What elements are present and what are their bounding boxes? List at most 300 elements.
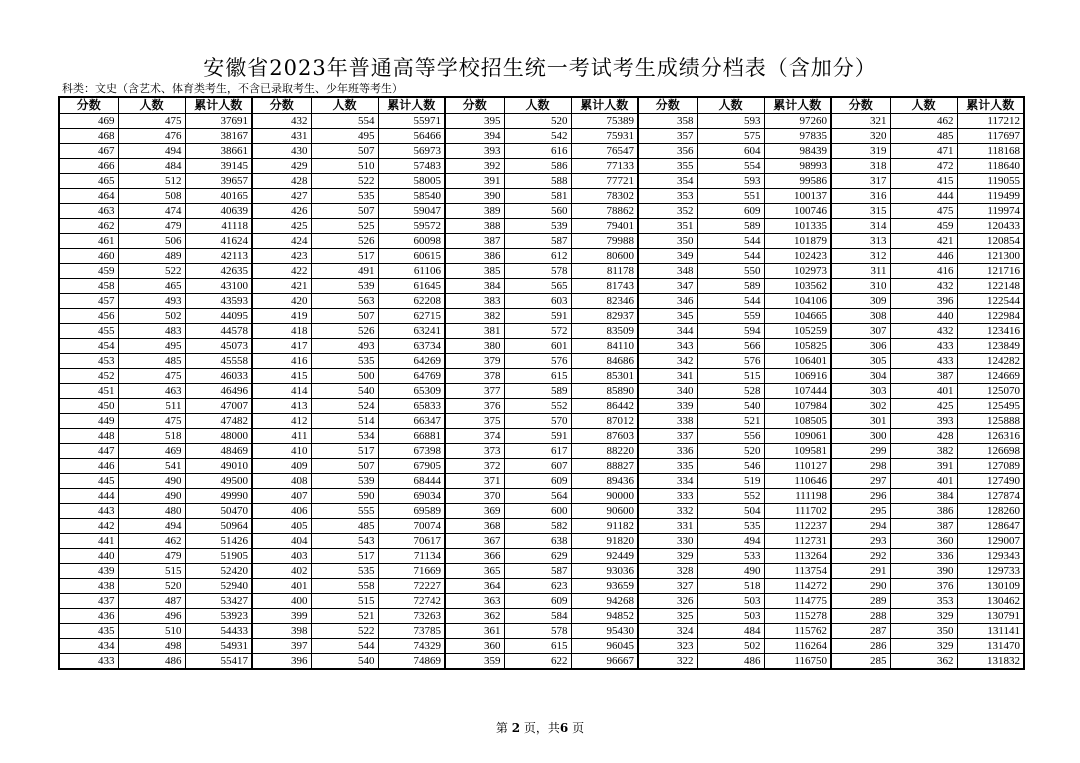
score-cell: 390	[445, 189, 504, 204]
score-cell: 328	[638, 564, 697, 579]
table-row	[59, 504, 1024, 519]
score-cell: 435	[59, 624, 118, 639]
cumulative-cell: 131832	[957, 654, 1024, 670]
cumulative-cell: 107984	[764, 399, 831, 414]
header-count-2: 人数	[311, 97, 378, 114]
cumulative-cell: 55417	[185, 654, 252, 670]
count-cell: 508	[118, 189, 185, 204]
cumulative-cell: 115278	[764, 609, 831, 624]
cumulative-cell: 60098	[378, 234, 445, 249]
count-cell: 432	[890, 324, 957, 339]
count-cell: 493	[311, 339, 378, 354]
count-cell: 546	[697, 459, 764, 474]
cumulative-cell: 98993	[764, 159, 831, 174]
score-cell: 444	[59, 489, 118, 504]
table-row	[59, 564, 1024, 579]
count-cell: 609	[697, 204, 764, 219]
count-cell: 329	[890, 639, 957, 654]
score-cell: 428	[252, 174, 311, 189]
cumulative-cell: 114272	[764, 579, 831, 594]
score-cell: 348	[638, 264, 697, 279]
count-cell: 575	[697, 129, 764, 144]
cumulative-cell: 130109	[957, 579, 1024, 594]
count-cell: 589	[504, 384, 571, 399]
score-cell: 423	[252, 249, 311, 264]
score-cell: 338	[638, 414, 697, 429]
count-cell: 539	[311, 474, 378, 489]
count-cell: 496	[118, 609, 185, 624]
cumulative-cell: 112237	[764, 519, 831, 534]
count-cell: 387	[890, 369, 957, 384]
cumulative-cell: 90000	[571, 489, 638, 504]
score-cell: 422	[252, 264, 311, 279]
count-cell: 586	[504, 159, 571, 174]
count-cell: 512	[118, 174, 185, 189]
cumulative-cell: 86442	[571, 399, 638, 414]
score-cell: 414	[252, 384, 311, 399]
score-cell: 346	[638, 294, 697, 309]
count-cell: 474	[118, 204, 185, 219]
score-cell: 409	[252, 459, 311, 474]
count-cell: 336	[890, 549, 957, 564]
cumulative-cell: 58005	[378, 174, 445, 189]
count-cell: 609	[504, 474, 571, 489]
count-cell: 360	[890, 534, 957, 549]
table-row	[59, 549, 1024, 564]
cumulative-cell: 110646	[764, 474, 831, 489]
cumulative-cell: 49990	[185, 489, 252, 504]
count-cell: 484	[697, 624, 764, 639]
count-cell: 584	[504, 609, 571, 624]
count-cell: 494	[118, 144, 185, 159]
score-cell: 460	[59, 249, 118, 264]
score-cell: 363	[445, 594, 504, 609]
page-title: 安徽省2023年普通高等学校招生统一考试考生成绩分档表（含加分）	[203, 56, 877, 80]
cumulative-cell: 111198	[764, 489, 831, 504]
count-cell: 535	[311, 189, 378, 204]
cumulative-cell: 61106	[378, 264, 445, 279]
score-cell: 381	[445, 324, 504, 339]
score-cell: 454	[59, 339, 118, 354]
cumulative-cell: 119499	[957, 189, 1024, 204]
cumulative-cell: 94268	[571, 594, 638, 609]
cumulative-cell: 109061	[764, 429, 831, 444]
score-distribution-table	[58, 96, 1025, 670]
cumulative-cell: 94852	[571, 609, 638, 624]
score-cell: 426	[252, 204, 311, 219]
score-cell: 383	[445, 294, 504, 309]
cumulative-cell: 125495	[957, 399, 1024, 414]
count-cell: 593	[697, 114, 764, 129]
table-row	[59, 309, 1024, 324]
count-cell: 518	[118, 429, 185, 444]
count-cell: 623	[504, 579, 571, 594]
score-cell: 371	[445, 474, 504, 489]
score-cell: 416	[252, 354, 311, 369]
score-cell: 298	[831, 459, 890, 474]
count-cell: 376	[890, 579, 957, 594]
cumulative-cell: 45073	[185, 339, 252, 354]
cumulative-cell: 127490	[957, 474, 1024, 489]
count-cell: 507	[311, 309, 378, 324]
cumulative-cell: 131141	[957, 624, 1024, 639]
cumulative-cell: 106916	[764, 369, 831, 384]
footer-page-number: 2	[511, 721, 521, 735]
cumulative-cell: 68444	[378, 474, 445, 489]
score-cell: 450	[59, 399, 118, 414]
cumulative-cell: 85890	[571, 384, 638, 399]
cumulative-cell: 82346	[571, 294, 638, 309]
cumulative-cell: 64269	[378, 354, 445, 369]
cumulative-cell: 118168	[957, 144, 1024, 159]
cumulative-cell: 44095	[185, 309, 252, 324]
count-cell: 526	[311, 324, 378, 339]
cumulative-cell: 54931	[185, 639, 252, 654]
score-cell: 316	[831, 189, 890, 204]
cumulative-cell: 124282	[957, 354, 1024, 369]
count-cell: 479	[118, 549, 185, 564]
cumulative-cell: 53923	[185, 609, 252, 624]
score-cell: 339	[638, 399, 697, 414]
score-cell: 355	[638, 159, 697, 174]
cumulative-cell: 75931	[571, 129, 638, 144]
cumulative-cell: 93659	[571, 579, 638, 594]
header-count-1: 人数	[118, 97, 185, 114]
score-cell: 361	[445, 624, 504, 639]
score-cell: 345	[638, 309, 697, 324]
count-cell: 587	[504, 234, 571, 249]
header-score-2: 分数	[252, 97, 311, 114]
cumulative-cell: 55971	[378, 114, 445, 129]
score-cell: 285	[831, 654, 890, 670]
count-cell: 603	[504, 294, 571, 309]
score-cell: 314	[831, 219, 890, 234]
score-cell: 294	[831, 519, 890, 534]
cumulative-cell: 129007	[957, 534, 1024, 549]
score-cell: 330	[638, 534, 697, 549]
table-row	[59, 294, 1024, 309]
score-cell: 463	[59, 204, 118, 219]
table-row	[59, 414, 1024, 429]
score-cell: 403	[252, 549, 311, 564]
cumulative-cell: 69034	[378, 489, 445, 504]
table-row	[59, 159, 1024, 174]
count-cell: 565	[504, 279, 571, 294]
score-cell: 333	[638, 489, 697, 504]
cumulative-cell: 82937	[571, 309, 638, 324]
table-row	[59, 609, 1024, 624]
table-row	[59, 204, 1024, 219]
score-cell: 397	[252, 639, 311, 654]
score-cell: 353	[638, 189, 697, 204]
count-cell: 475	[118, 414, 185, 429]
cumulative-cell: 81743	[571, 279, 638, 294]
score-cell: 456	[59, 309, 118, 324]
count-cell: 607	[504, 459, 571, 474]
cumulative-cell: 63241	[378, 324, 445, 339]
table-row	[59, 369, 1024, 384]
cumulative-cell: 117697	[957, 129, 1024, 144]
count-cell: 533	[697, 549, 764, 564]
footer-middle: 页，共	[523, 721, 560, 735]
header-cumulative-4: 累计人数	[764, 97, 831, 114]
table-row	[59, 189, 1024, 204]
count-cell: 500	[311, 369, 378, 384]
footer-prefix: 第	[495, 721, 508, 735]
count-cell: 415	[890, 174, 957, 189]
header-cumulative-3: 累计人数	[571, 97, 638, 114]
table-row	[59, 234, 1024, 249]
count-cell: 465	[118, 279, 185, 294]
header-score-5: 分数	[831, 97, 890, 114]
cumulative-cell: 52940	[185, 579, 252, 594]
count-cell: 382	[890, 444, 957, 459]
score-cell: 307	[831, 324, 890, 339]
cumulative-cell: 71134	[378, 549, 445, 564]
count-cell: 507	[311, 204, 378, 219]
count-cell: 544	[697, 234, 764, 249]
cumulative-cell: 51426	[185, 534, 252, 549]
score-cell: 449	[59, 414, 118, 429]
score-cell: 352	[638, 204, 697, 219]
cumulative-cell: 122148	[957, 279, 1024, 294]
count-cell: 393	[890, 414, 957, 429]
count-cell: 589	[697, 279, 764, 294]
footer-total-pages: 6	[559, 721, 569, 735]
cumulative-cell: 65309	[378, 384, 445, 399]
cumulative-cell: 42113	[185, 249, 252, 264]
count-cell: 472	[890, 159, 957, 174]
cumulative-cell: 122984	[957, 309, 1024, 324]
score-cell: 431	[252, 129, 311, 144]
score-cell: 467	[59, 144, 118, 159]
score-cell: 340	[638, 384, 697, 399]
score-cell: 389	[445, 204, 504, 219]
table-row	[59, 129, 1024, 144]
score-cell: 342	[638, 354, 697, 369]
score-cell: 417	[252, 339, 311, 354]
count-cell: 510	[118, 624, 185, 639]
count-cell: 617	[504, 444, 571, 459]
cumulative-cell: 39657	[185, 174, 252, 189]
count-cell: 487	[118, 594, 185, 609]
cumulative-cell: 41118	[185, 219, 252, 234]
cumulative-cell: 98439	[764, 144, 831, 159]
count-cell: 515	[118, 564, 185, 579]
score-cell: 434	[59, 639, 118, 654]
count-cell: 504	[697, 504, 764, 519]
cumulative-cell: 79988	[571, 234, 638, 249]
count-cell: 550	[697, 264, 764, 279]
cumulative-cell: 124669	[957, 369, 1024, 384]
count-cell: 526	[311, 234, 378, 249]
cumulative-cell: 103562	[764, 279, 831, 294]
cumulative-cell: 46496	[185, 384, 252, 399]
count-cell: 353	[890, 594, 957, 609]
score-cell: 458	[59, 279, 118, 294]
count-cell: 459	[890, 219, 957, 234]
cumulative-cell: 57483	[378, 159, 445, 174]
score-cell: 343	[638, 339, 697, 354]
score-cell: 379	[445, 354, 504, 369]
count-cell: 591	[504, 429, 571, 444]
cumulative-cell: 123416	[957, 324, 1024, 339]
score-cell: 306	[831, 339, 890, 354]
score-cell: 317	[831, 174, 890, 189]
score-cell: 462	[59, 219, 118, 234]
cumulative-cell: 85301	[571, 369, 638, 384]
score-cell: 429	[252, 159, 311, 174]
header-cumulative-5: 累计人数	[957, 97, 1024, 114]
count-cell: 517	[311, 249, 378, 264]
count-cell: 396	[890, 294, 957, 309]
count-cell: 544	[311, 639, 378, 654]
count-cell: 507	[311, 144, 378, 159]
score-cell: 464	[59, 189, 118, 204]
cumulative-cell: 40639	[185, 204, 252, 219]
score-cell: 438	[59, 579, 118, 594]
cumulative-cell: 72742	[378, 594, 445, 609]
score-cell: 387	[445, 234, 504, 249]
score-distribution-table-container	[58, 96, 1024, 670]
count-cell: 539	[311, 279, 378, 294]
count-cell: 386	[890, 504, 957, 519]
count-cell: 485	[311, 519, 378, 534]
cumulative-cell: 115762	[764, 624, 831, 639]
score-cell: 327	[638, 579, 697, 594]
cumulative-cell: 76547	[571, 144, 638, 159]
count-cell: 522	[311, 174, 378, 189]
count-cell: 486	[697, 654, 764, 670]
score-cell: 411	[252, 429, 311, 444]
score-cell: 442	[59, 519, 118, 534]
score-cell: 388	[445, 219, 504, 234]
count-cell: 480	[118, 504, 185, 519]
cumulative-cell: 120433	[957, 219, 1024, 234]
score-cell: 376	[445, 399, 504, 414]
score-cell: 291	[831, 564, 890, 579]
table-row	[59, 114, 1024, 129]
score-cell: 344	[638, 324, 697, 339]
cumulative-cell: 91182	[571, 519, 638, 534]
score-cell: 392	[445, 159, 504, 174]
score-cell: 354	[638, 174, 697, 189]
count-cell: 433	[890, 339, 957, 354]
score-cell: 347	[638, 279, 697, 294]
cumulative-cell: 116750	[764, 654, 831, 670]
score-cell: 377	[445, 384, 504, 399]
score-cell: 430	[252, 144, 311, 159]
score-cell: 408	[252, 474, 311, 489]
score-cell: 336	[638, 444, 697, 459]
cumulative-cell: 123849	[957, 339, 1024, 354]
page-footer	[0, 719, 1080, 736]
count-cell: 390	[890, 564, 957, 579]
count-cell: 616	[504, 144, 571, 159]
count-cell: 541	[118, 459, 185, 474]
count-cell: 522	[118, 264, 185, 279]
cumulative-cell: 105825	[764, 339, 831, 354]
count-cell: 588	[504, 174, 571, 189]
score-cell: 437	[59, 594, 118, 609]
cumulative-cell: 87012	[571, 414, 638, 429]
cumulative-cell: 107444	[764, 384, 831, 399]
score-cell: 448	[59, 429, 118, 444]
cumulative-cell: 128647	[957, 519, 1024, 534]
cumulative-cell: 93036	[571, 564, 638, 579]
cumulative-cell: 52420	[185, 564, 252, 579]
table-row	[59, 639, 1024, 654]
count-cell: 612	[504, 249, 571, 264]
count-cell: 485	[118, 354, 185, 369]
cumulative-cell: 37691	[185, 114, 252, 129]
cumulative-cell: 117212	[957, 114, 1024, 129]
score-cell: 366	[445, 549, 504, 564]
score-cell: 453	[59, 354, 118, 369]
count-cell: 421	[890, 234, 957, 249]
cumulative-cell: 62208	[378, 294, 445, 309]
score-cell: 391	[445, 174, 504, 189]
count-cell: 489	[118, 249, 185, 264]
cumulative-cell: 84110	[571, 339, 638, 354]
count-cell: 563	[311, 294, 378, 309]
score-cell: 308	[831, 309, 890, 324]
cumulative-cell: 118640	[957, 159, 1024, 174]
score-cell: 356	[638, 144, 697, 159]
score-cell: 436	[59, 609, 118, 624]
cumulative-cell: 130791	[957, 609, 1024, 624]
cumulative-cell: 67905	[378, 459, 445, 474]
header-score-1: 分数	[59, 97, 118, 114]
score-cell: 424	[252, 234, 311, 249]
cumulative-cell: 89436	[571, 474, 638, 489]
score-cell: 341	[638, 369, 697, 384]
table-row	[59, 279, 1024, 294]
score-cell: 309	[831, 294, 890, 309]
count-cell: 471	[890, 144, 957, 159]
score-cell: 365	[445, 564, 504, 579]
score-cell: 378	[445, 369, 504, 384]
cumulative-cell: 100137	[764, 189, 831, 204]
table-row	[59, 219, 1024, 234]
score-cell: 410	[252, 444, 311, 459]
count-cell: 540	[311, 654, 378, 670]
count-cell: 582	[504, 519, 571, 534]
table-row	[59, 594, 1024, 609]
score-cell: 325	[638, 609, 697, 624]
table-row	[59, 354, 1024, 369]
count-cell: 525	[311, 219, 378, 234]
header-score-4: 分数	[638, 97, 697, 114]
cumulative-cell: 83509	[571, 324, 638, 339]
count-cell: 558	[311, 579, 378, 594]
table-row	[59, 144, 1024, 159]
cumulative-cell: 60615	[378, 249, 445, 264]
count-cell: 528	[697, 384, 764, 399]
cumulative-cell: 61645	[378, 279, 445, 294]
score-cell: 401	[252, 579, 311, 594]
count-cell: 520	[118, 579, 185, 594]
table-row	[59, 324, 1024, 339]
score-cell: 364	[445, 579, 504, 594]
cumulative-cell: 69589	[378, 504, 445, 519]
score-cell: 369	[445, 504, 504, 519]
score-cell: 375	[445, 414, 504, 429]
cumulative-cell: 63734	[378, 339, 445, 354]
cumulative-cell: 84686	[571, 354, 638, 369]
score-cell: 326	[638, 594, 697, 609]
cumulative-cell: 104665	[764, 309, 831, 324]
